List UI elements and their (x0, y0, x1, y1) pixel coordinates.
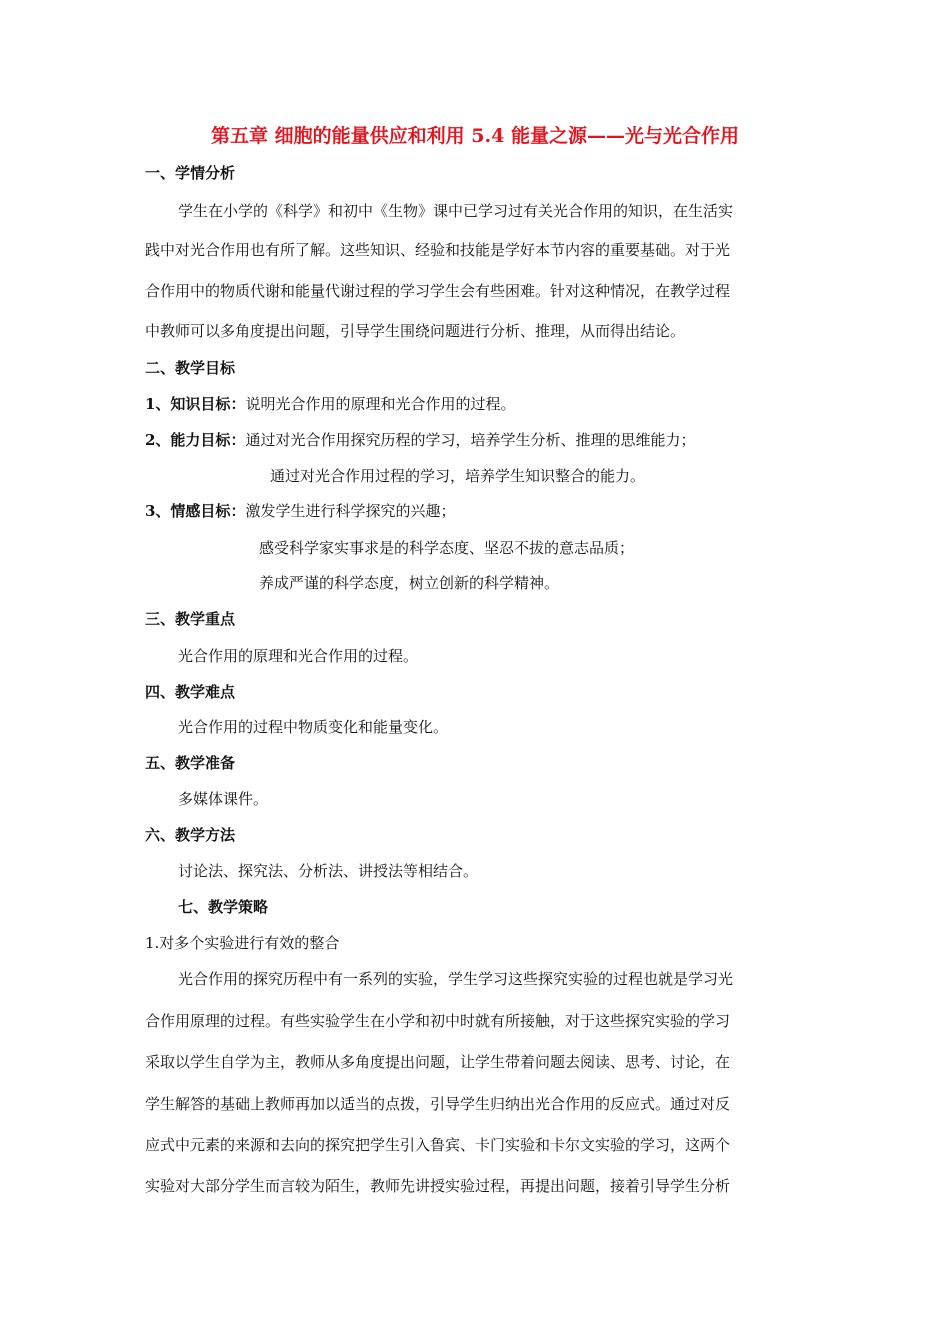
document-title: 第五章 细胞的能量供应和利用 5.4 能量之源——光与光合作用 (211, 125, 739, 147)
goal-text: 说明光合作用的原理和光合作用的过程。 (245, 395, 516, 413)
section-heading-5: 五、教学准备 (145, 754, 236, 772)
paragraph-line: 应式中元素的来源和去向的探究把学生引入鲁宾、卡门实验和卡尔文实验的学习，这两个 (145, 1136, 731, 1154)
paragraph-line: 光合作用的原理和光合作用的过程。 (178, 647, 419, 665)
paragraph-line: 学生解答的基础上教师再加以适当的点拨，引导学生归纳出光合作用的反应式。通过对反 (145, 1095, 731, 1113)
paragraph-line: 学生在小学的《科学》和初中《生物》课中已学习过有关光合作用的知识，在生活实 (178, 202, 734, 220)
goal-text-continued: 感受科学家实事求是的科学态度、坚忍不拔的意志品质； (259, 539, 635, 557)
paragraph-line: 实验对大部分学生而言较为陌生，教师先讲授实验过程，再提出问题，接着引导学生分析 (145, 1177, 731, 1195)
paragraph-line: 多媒体课件。 (178, 790, 269, 808)
section-heading-3: 三、教学重点 (145, 610, 236, 628)
section-heading-1: 一、学情分析 (145, 164, 236, 182)
goal-emotion (145, 500, 455, 522)
goal-ability (145, 429, 695, 451)
section-heading-7: 七、教学策略 (178, 898, 269, 916)
paragraph-line: 讨论法、探究法、分析法、讲授法等相结合。 (178, 862, 479, 880)
section-heading-6: 六、教学方法 (145, 826, 236, 844)
goal-label: 3、情感目标： (145, 502, 246, 520)
paragraph-line: 采取以学生自学为主，教师从多角度提出问题，让学生带着问题去阅读、思考、讨论，在 (145, 1053, 731, 1071)
paragraph-line: 光合作用的探究历程中有一系列的实验，学生学习这些探究实验的过程也就是学习光 (178, 970, 734, 988)
section-heading-4: 四、教学难点 (145, 683, 236, 701)
section-heading-2: 二、教学目标 (145, 359, 236, 377)
goal-text: 激发学生进行科学探究的兴趣； (245, 502, 456, 520)
goal-label: 2、能力目标： (145, 431, 246, 449)
paragraph-line: 合作用原理的过程。有些实验学生在小学和初中时就有所接触，对于这些探究实验的学习 (145, 1012, 731, 1030)
goal-label: 1、知识目标： (145, 395, 246, 413)
goal-text-continued: 养成严谨的科学态度，树立创新的科学精神。 (259, 574, 560, 592)
goal-knowledge (145, 393, 515, 415)
paragraph-line: 践中对光合作用也有所了解。这些知识、经验和技能是学好本节内容的重要基础。对于光 (145, 241, 731, 259)
goal-text-continued: 通过对光合作用过程的学习，培养学生知识整合的能力。 (270, 467, 646, 485)
paragraph-line: 中教师可以多角度提出问题，引导学生围绕问题进行分析、推理，从而得出结论。 (145, 322, 686, 340)
subsection-heading: 1.对多个实验进行有效的整合 (145, 934, 340, 952)
goal-text: 通过对光合作用探究历程的学习，培养学生分析、推理的思维能力； (245, 431, 696, 449)
paragraph-line: 光合作用的过程中物质变化和能量变化。 (178, 718, 449, 736)
paragraph-line: 合作用中的物质代谢和能量代谢过程的学习学生会有些困难。针对这种情况，在教学过程 (145, 282, 731, 300)
